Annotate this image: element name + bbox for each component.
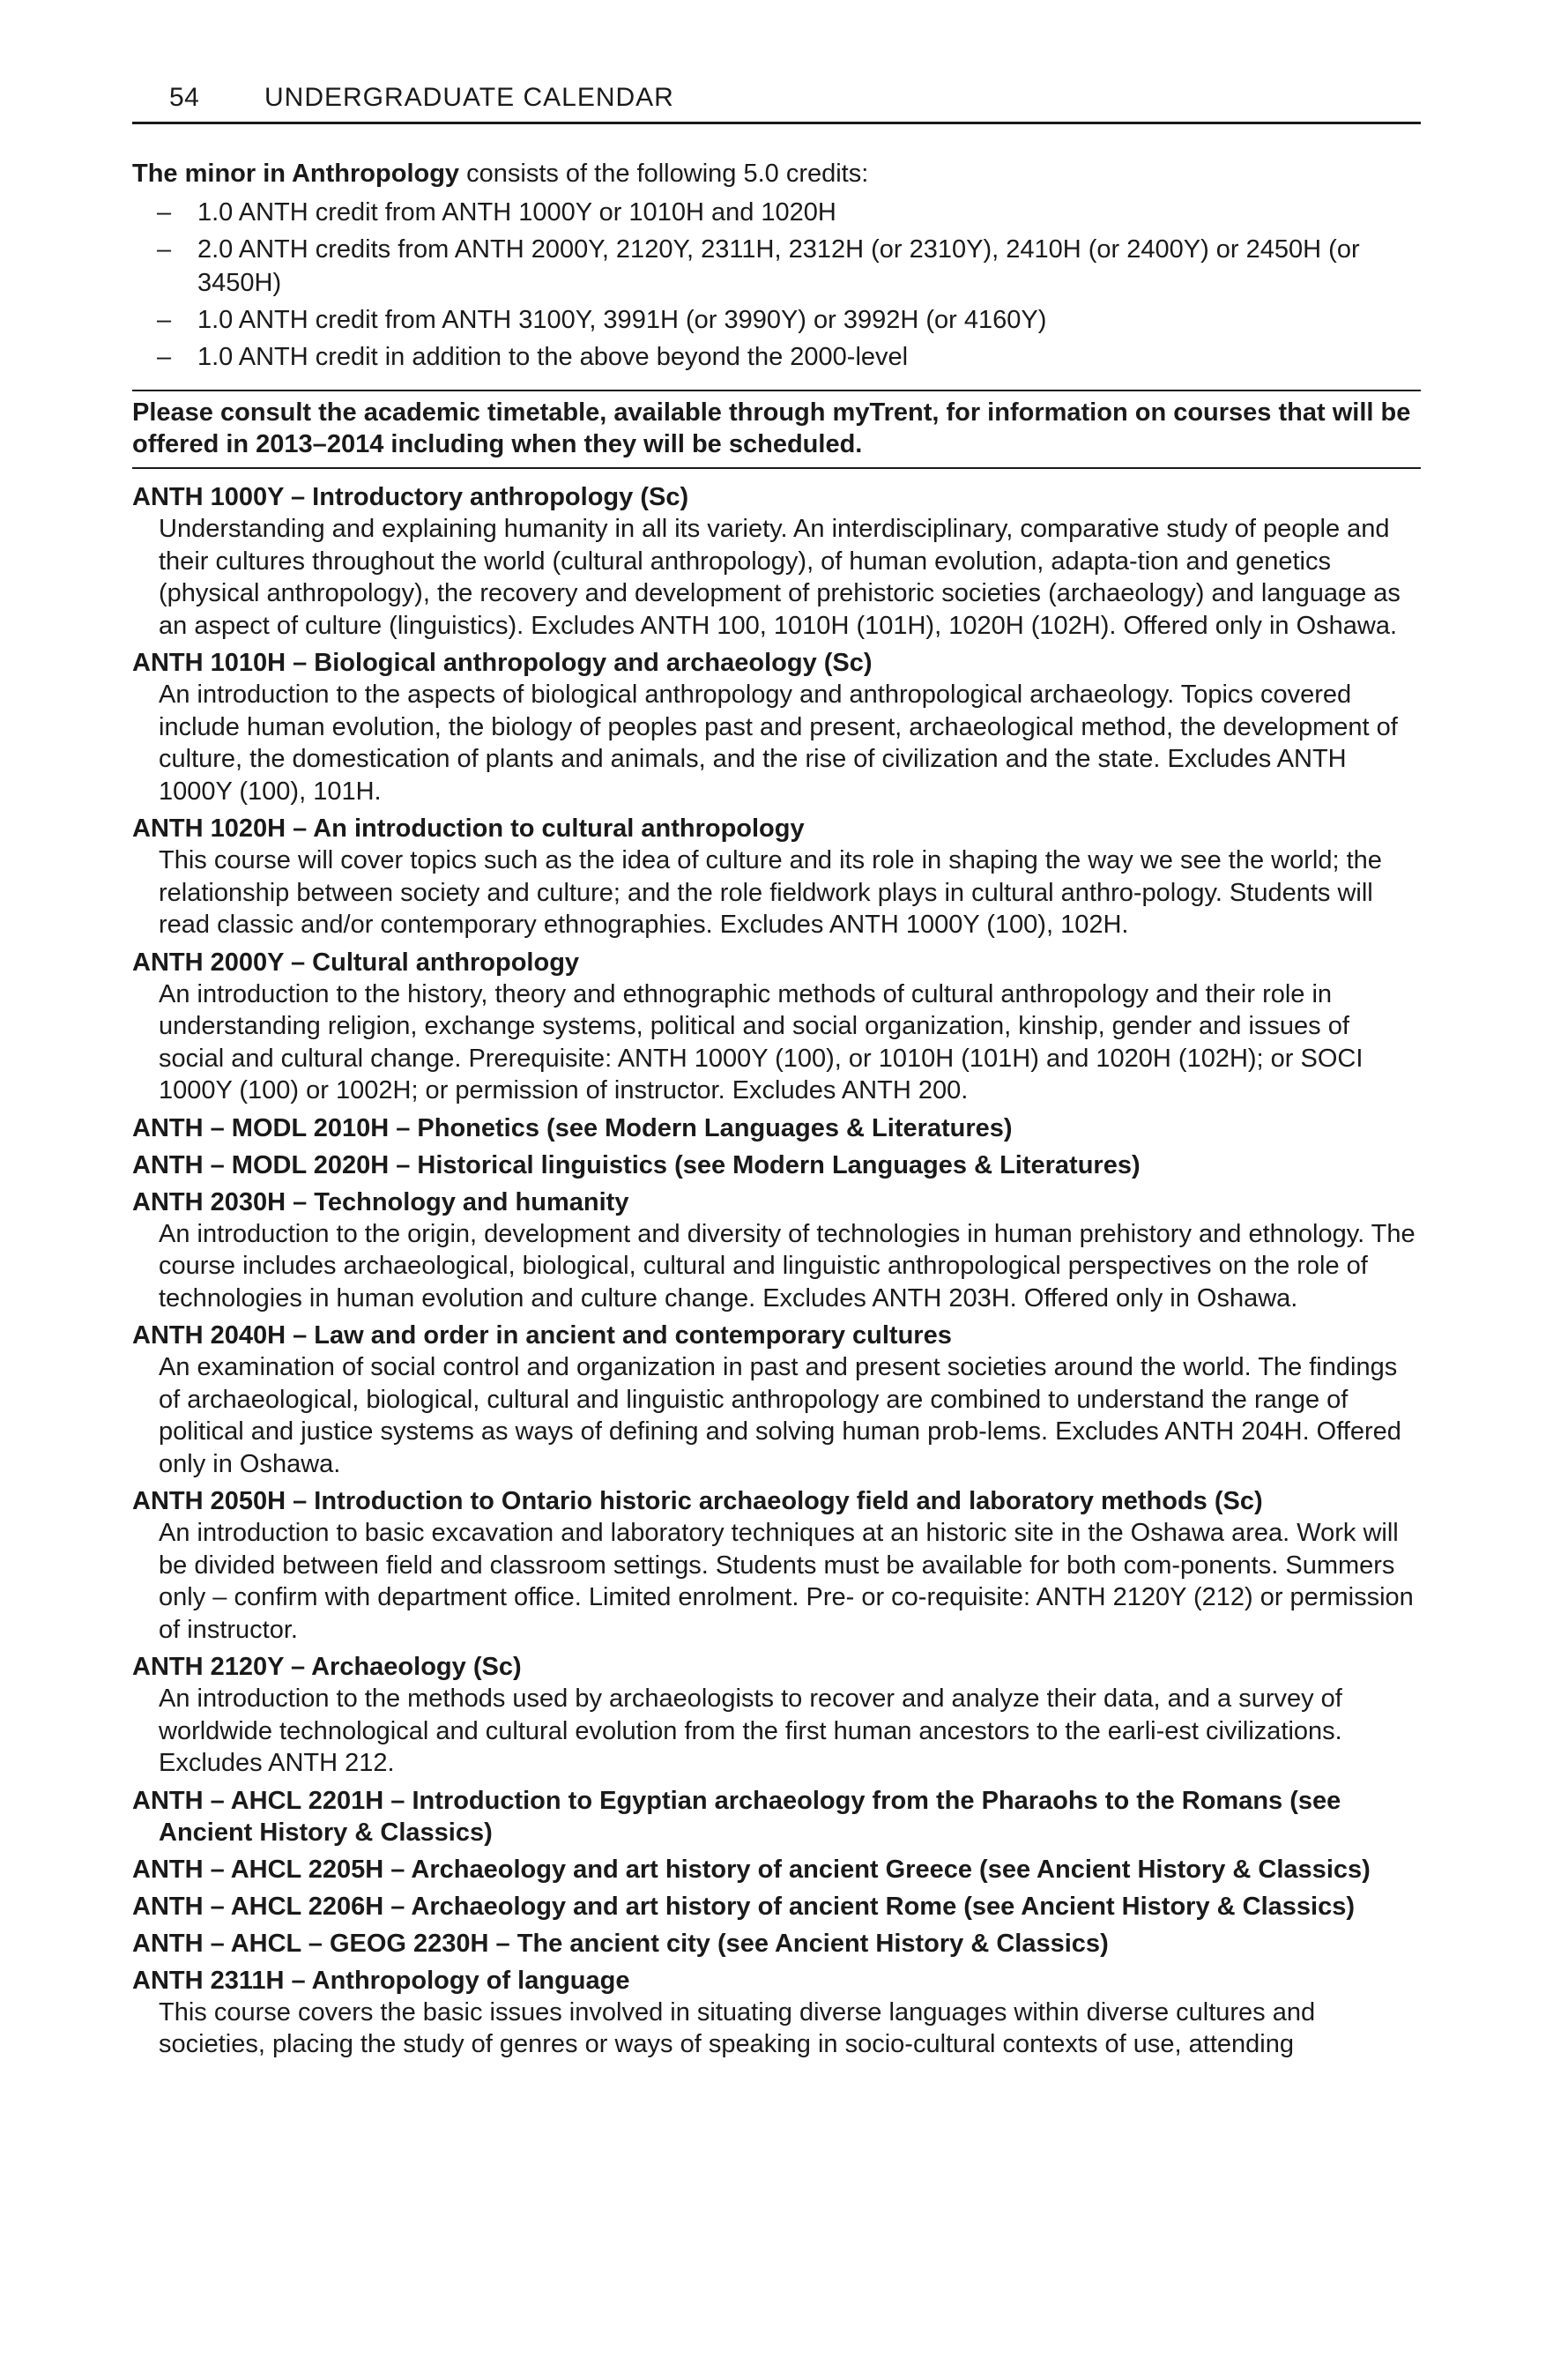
page-number: 54 [169, 83, 200, 112]
course-entry [132, 481, 1421, 642]
minor-requirements-list [132, 196, 1421, 374]
course-entry [132, 947, 1421, 1107]
minor-lead-rest: consists of the following 5.0 credits: [459, 160, 869, 188]
course-description: An examination of social control and organization in past and present societies around the world. The findings of archaeological, biological, cultural and linguistic anthropology are combined to understand the range of political and justice systems as ways of defining and solving human prob-lems. Excludes ANTH 204H. Offered only in Oshawa. [159, 1353, 1401, 1478]
page-content [132, 157, 1421, 2066]
course-title: ANTH – MODL 2020H – Historical linguistics (see Modern Languages & Literatures) [132, 1150, 1141, 1179]
course-title: ANTH 1010H – Biological anthropology and archaeology (Sc) [132, 649, 873, 677]
minor-requirement-item [132, 303, 1421, 337]
minor-intro [132, 157, 1421, 190]
minor-lead-bold: The minor in Anthropology [132, 160, 460, 188]
course-title: ANTH – AHCL – GEOG 2230H – The ancient city (see Ancient History & Classics) [132, 1929, 1109, 1958]
course-description: An introduction to the aspects of biological anthropology and anthropological archaeology. Topics covered include human evolution, the biology of peoples past and present, archaeological method, the development of culture, the domestication of plants and animals, and the rise of civilization and the state. Excludes ANTH 1000Y (100), 101H. [159, 681, 1398, 806]
course-entry [132, 813, 1421, 941]
minor-requirement-text: 1.0 ANTH credit from ANTH 1000Y or 1010H and 1020H [197, 198, 836, 227]
course-title: ANTH 1020H – An introduction to cultural anthropology [132, 814, 805, 843]
course-description: An introduction to the methods used by archaeologists to recover and analyze their data, and a survey of worldwide technological and cultural evolution from the first human ancestors to the earli-est civilizations. Excludes ANTH 212. [159, 1685, 1342, 1777]
minor-requirement-text: 1.0 ANTH credit in addition to the above beyond the 2000-level [197, 343, 909, 371]
course-entry [132, 1149, 1421, 1181]
course-title: ANTH 2050H – Introduction to Ontario historic archaeology field and laboratory methods (Sc) [132, 1487, 1263, 1515]
course-entry [132, 647, 1421, 807]
course-title: ANTH 2030H – Technology and humanity [132, 1187, 629, 1216]
course-title: ANTH – AHCL 2206H – Archaeology and art history of ancient Rome (see Ancient History & Classics) [132, 1892, 1356, 1921]
course-entry [132, 1854, 1421, 1885]
minor-requirement-text: 1.0 ANTH credit from ANTH 3100Y, 3991H (or 3990Y) or 3992H (or 4160Y) [197, 306, 1047, 334]
course-description: An introduction to the history, theory and ethnographic methods of cultural anthropology and their role in understanding religion, exchange systems, political and social organization, kinship, gender and issues of social and cultural change. Prerequisite: ANTH 1000Y (100), or 1010H (101H) and 1020H (102H); or SOCI 1000Y (100) or 1002H; or permission of instructor. Excludes ANTH 200. [159, 979, 1364, 1104]
course-description: This course will cover topics such as the idea of culture and its role in shaping the way we see the world; the relationship between society and culture; and the role fieldwork plays in cultural anthro-pology. Students will read classic and/or contemporary ethnographies. Excludes ANTH 1000Y (100), 102H. [159, 846, 1382, 939]
course-description: This course covers the basic issues involved in situating diverse languages within diverse cultures and societies, placing the study of genres or ways of speaking in socio-cultural contexts of use, attending [159, 1997, 1316, 2058]
course-entry [132, 1965, 1421, 2061]
bullet-dash: – [157, 306, 172, 334]
course-list [132, 481, 1421, 2061]
minor-requirement-item [132, 233, 1421, 300]
course-title: ANTH 2040H – Law and order in ancient and contemporary cultures [132, 1321, 952, 1350]
bullet-dash: – [157, 235, 172, 264]
minor-requirement-item [132, 196, 1421, 229]
timetable-notice: Please consult the academic timetable, available through myTrent, for information on courses that will be offered in 2013–2014 including when they will be scheduled. [132, 390, 1421, 469]
course-title: ANTH 1000Y – Introductory anthropology (Sc) [132, 483, 689, 511]
course-title: ANTH – MODL 2010H – Phonetics (see Modern Languages & Literatures) [132, 1113, 1013, 1142]
course-entry [132, 1785, 1421, 1848]
course-entry [132, 1112, 1421, 1144]
course-title: ANTH 2000Y – Cultural anthropology [132, 948, 580, 977]
course-entry [132, 1186, 1421, 1315]
course-entry [132, 1320, 1421, 1480]
minor-requirement-text: 2.0 ANTH credits from ANTH 2000Y, 2120Y, 2311H, 2312H (or 2310Y), 2410H (or 2400Y) or 2450H (or 3450H) [197, 235, 1360, 297]
bullet-dash: – [157, 198, 172, 227]
course-description: An introduction to the origin, development and diversity of technologies in human prehistory and ethnology. The course includes archaeological, biological, cultural and linguistic anthropological perspectives on the role of technologies in human evolution and culture change. Excludes ANTH 203H. Offered only in Oshawa. [159, 1219, 1416, 1313]
course-description: Understanding and explaining humanity in all its variety. An interdisciplinary, comparative study of people and their cultures throughout the world (cultural anthropology), of human evolution, adapta-tion and genetics (physical anthropology), the recovery and development of prehistoric societies (archaeology) and language as an aspect of culture (linguistics). Excludes ANTH 100, 1010H (101H), 1020H (102H). Offered only in Oshawa. [159, 515, 1401, 640]
bullet-dash: – [157, 343, 172, 371]
course-entry [132, 1485, 1421, 1646]
course-description: An introduction to basic excavation and laboratory techniques at an historic site in the Oshawa area. Work will be divided between field and classroom settings. Students must be available for both com-ponents. Summers only – confirm with department office. Limited enrolment. Pre- or co-requisite: ANTH 2120Y (212) or permission of instructor. [159, 1519, 1414, 1644]
running-head: UNDERGRADUATE CALENDAR [264, 83, 674, 112]
course-title: ANTH – AHCL 2201H – Introduction to Egyptian archaeology from the Pharaohs to the Romans (see Ancient History & Classics) [132, 1786, 1341, 1847]
course-entry [132, 1928, 1421, 1960]
course-entry [132, 1891, 1421, 1923]
page-header [132, 81, 1421, 124]
minor-requirement-item [132, 340, 1421, 374]
course-title: ANTH – AHCL 2205H – Archaeology and art history of ancient Greece (see Ancient History & Classics) [132, 1855, 1371, 1884]
course-title: ANTH 2120Y – Archaeology (Sc) [132, 1653, 522, 1681]
course-title: ANTH 2311H – Anthropology of language [132, 1966, 630, 1995]
course-entry [132, 1651, 1421, 1780]
